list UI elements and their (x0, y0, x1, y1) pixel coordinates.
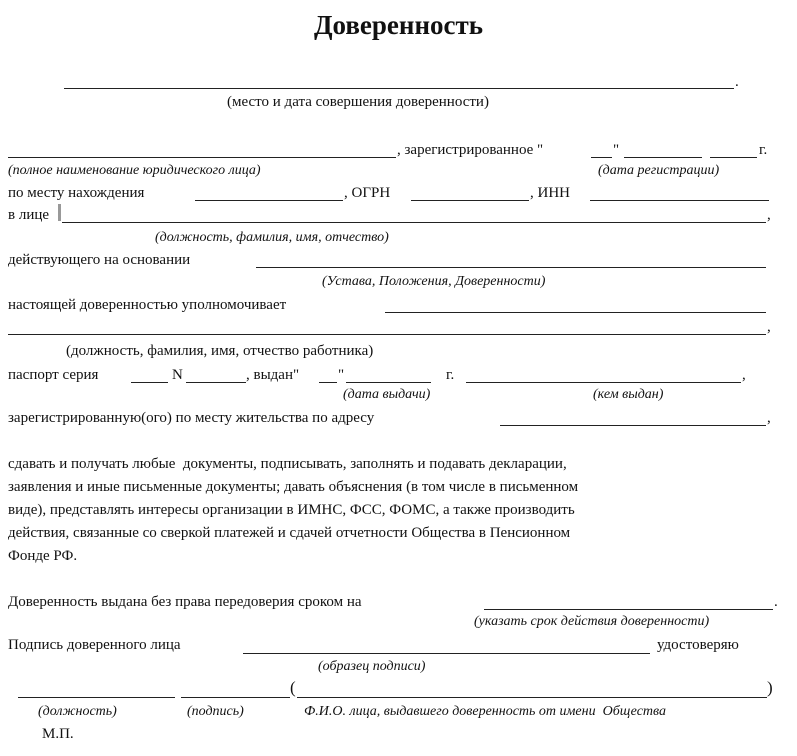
authorized-person-field[interactable] (385, 312, 766, 313)
reg-month-field[interactable] (624, 157, 702, 158)
paren-open: ( (290, 678, 296, 697)
signature-caption: (образец подписи) (318, 659, 426, 674)
body-line-4: действия, связанные со сверкой платежей и сдачей отчетности Общества в Пенсионном (8, 525, 571, 541)
signature-label: Подпись доверенного лица (8, 637, 181, 653)
ogrn-field[interactable] (411, 200, 529, 201)
position-field[interactable] (18, 697, 175, 698)
registered-label: , зарегистрированное " (397, 142, 544, 158)
passport-number-label: N (172, 367, 183, 383)
passport-series-field[interactable] (131, 382, 168, 383)
passport-series-label: паспорт серия (8, 367, 99, 383)
inn-label: , ИНН (530, 185, 570, 201)
position-caption: (должность) (38, 704, 117, 719)
certify-label: удостоверяю (657, 637, 739, 653)
basis-label: действующего на основании (8, 252, 191, 268)
worker-field[interactable] (8, 334, 766, 335)
issue-year-label: г. (446, 367, 455, 383)
person-caption: (должность, фамилия, имя, отчество) (155, 230, 389, 245)
basis-field[interactable] (256, 267, 766, 268)
address-field[interactable] (500, 425, 766, 426)
issue-date-caption: (дата выдачи) (343, 387, 431, 402)
reg-quote-close: " (613, 142, 620, 158)
person-field[interactable] (62, 222, 766, 223)
reg-date-caption: (дата регистрации) (598, 163, 720, 178)
passport-end-comma: , (742, 367, 746, 383)
body-line-2: заявления и иные письменные документы; давать объяснения (в том числе в письменном (8, 479, 579, 495)
person-end-comma: , (767, 207, 771, 223)
passport-number-field[interactable] (186, 382, 246, 383)
person-label: в лице (8, 207, 50, 223)
issuer-name-field[interactable] (297, 697, 767, 698)
signature-field[interactable] (181, 697, 290, 698)
text-cursor (58, 204, 61, 221)
passport-issued-label: , выдан" (246, 367, 300, 383)
reg-day-field[interactable] (591, 157, 612, 158)
issuer-name-caption: Ф.И.О. лица, выдавшего доверенность от имени Общества (304, 704, 666, 719)
body-line-5: Фонде РФ. (8, 548, 78, 564)
basis-caption: (Устава, Положения, Доверенности) (322, 274, 546, 289)
ogrn-label: , ОГРН (344, 185, 391, 201)
body-line-1: сдавать и получать любые документы, подписывать, заполнять и подавать декларации, (8, 456, 567, 472)
signature-sample-field[interactable] (243, 653, 650, 654)
signature-caption-footer: (подпись) (187, 704, 244, 719)
term-end-period: . (774, 594, 778, 610)
reg-year-field[interactable] (710, 157, 757, 158)
term-label: Доверенность выдана без права передоверия сроком на (8, 594, 362, 610)
worker-caption: (должность, фамилия, имя, отчество работника) (66, 343, 374, 359)
address-label: зарегистрированную(ого) по месту жительства по адресу (8, 410, 375, 426)
issued-by-field[interactable] (466, 382, 741, 383)
location-field[interactable] (195, 200, 343, 201)
issue-day-field[interactable] (319, 382, 337, 383)
body-line-3: виде), представлять интересы организации в ИМНС, ФСС, ФОМС, а также производить (8, 502, 575, 518)
stamp-label: М.П. (42, 726, 74, 742)
term-field[interactable] (484, 609, 773, 610)
authorizes-label: настоящей доверенностью уполномочивает (8, 297, 287, 313)
issued-by-caption: (кем выдан) (593, 387, 664, 402)
reg-year-label: г. (759, 142, 768, 158)
issue-quote-close: " (338, 367, 345, 383)
org-name-caption: (полное наименование юридического лица) (8, 163, 261, 178)
place-date-caption: (место и дата совершения доверенности) (227, 94, 489, 110)
org-name-field[interactable] (8, 157, 396, 158)
paren-close: ) (767, 678, 773, 697)
address-end-comma: , (767, 410, 771, 426)
location-label: по месту нахождения (8, 185, 145, 201)
issue-month-field[interactable] (346, 382, 431, 383)
inn-field[interactable] (590, 200, 769, 201)
document-title: Доверенность (313, 10, 484, 40)
term-caption: (указать срок действия доверенности) (474, 614, 710, 629)
worker-end-comma: , (767, 319, 771, 335)
place-date-field[interactable] (64, 88, 734, 89)
place-date-period: . (735, 74, 739, 90)
